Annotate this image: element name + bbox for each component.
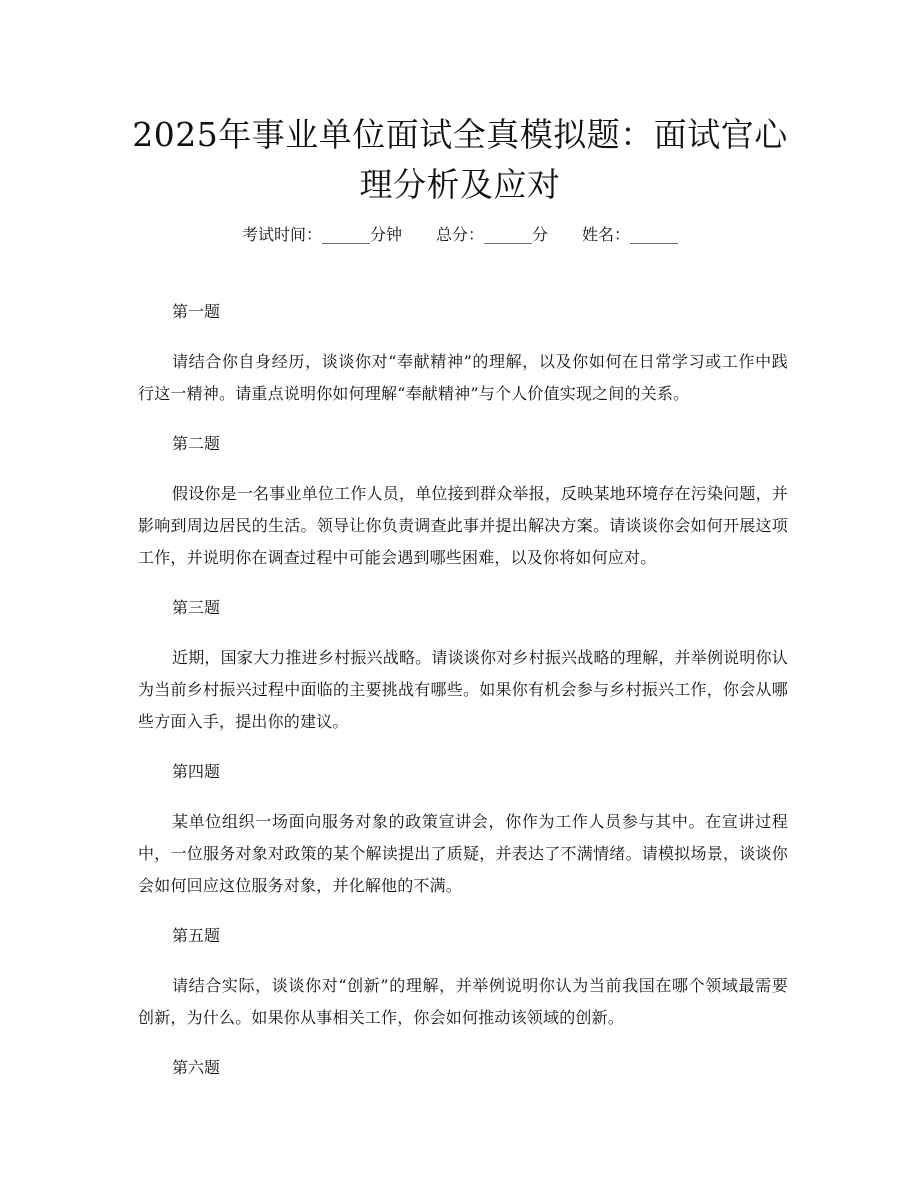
question-heading: 第五题	[172, 926, 221, 945]
question-list	[138, 296, 788, 1102]
question-heading: 第四题	[172, 762, 221, 781]
question-4	[138, 756, 788, 902]
question-body: 请结合实际，谈谈你对“创新”的理解，并举例说明你认为当前我国在哪个领域最需要创新，为什么。如果你从事相关工作，你会如何推动该领域的创新。	[138, 976, 788, 1027]
question-3	[138, 592, 788, 738]
question-5	[138, 920, 788, 1034]
question-body: 近期，国家大力推进乡村振兴战略。请谈谈你对乡村振兴战略的理解，并举例说明你认为当前乡村振兴过程中面临的主要挑战有哪些。如果你有机会参与乡村振兴工作，你会从哪些方面入手，提出你的建议。	[138, 648, 788, 731]
question-heading: 第六题	[172, 1058, 221, 1077]
question-body: 请结合你自身经历，谈谈你对“奉献精神”的理解，以及你如何在日常学习或工作中践行这一精神。请重点说明你如何理解“奉献精神”与个人价值实现之间的关系。	[138, 352, 788, 403]
question-body: 假设你是一名事业单位工作人员，单位接到群众举报，反映某地环境存在污染问题，并影响到周边居民的生活。领导让你负责调查此事并提出解决方案。请谈谈你会如何开展这项工作，并说明你在调查过程中可能会遇到哪些困难，以及你将如何应对。	[138, 484, 788, 567]
question-body: 某单位组织一场面向服务对象的政策宣讲会，你作为工作人员参与其中。在宣讲过程中，一位服务对象对政策的某个解读提出了质疑，并表达了不满情绪。请模拟场景，谈谈你会如何回应这位服务对象，并化解他的不满。	[138, 812, 788, 895]
name-field: 姓名：______	[582, 225, 679, 244]
question-heading: 第一题	[172, 302, 221, 321]
question-1	[138, 296, 788, 410]
question-2	[138, 428, 788, 574]
exam-meta-line	[0, 223, 920, 247]
total-score-field: 总分：______分	[435, 225, 548, 244]
document-title: 2025年事业单位面试全真模拟题：面试官心理分析及应对	[132, 115, 788, 204]
question-heading: 第三题	[172, 598, 221, 617]
question-6	[138, 1052, 788, 1084]
exam-time-field: 考试时间：______分钟	[241, 225, 402, 244]
question-heading: 第二题	[172, 434, 221, 453]
